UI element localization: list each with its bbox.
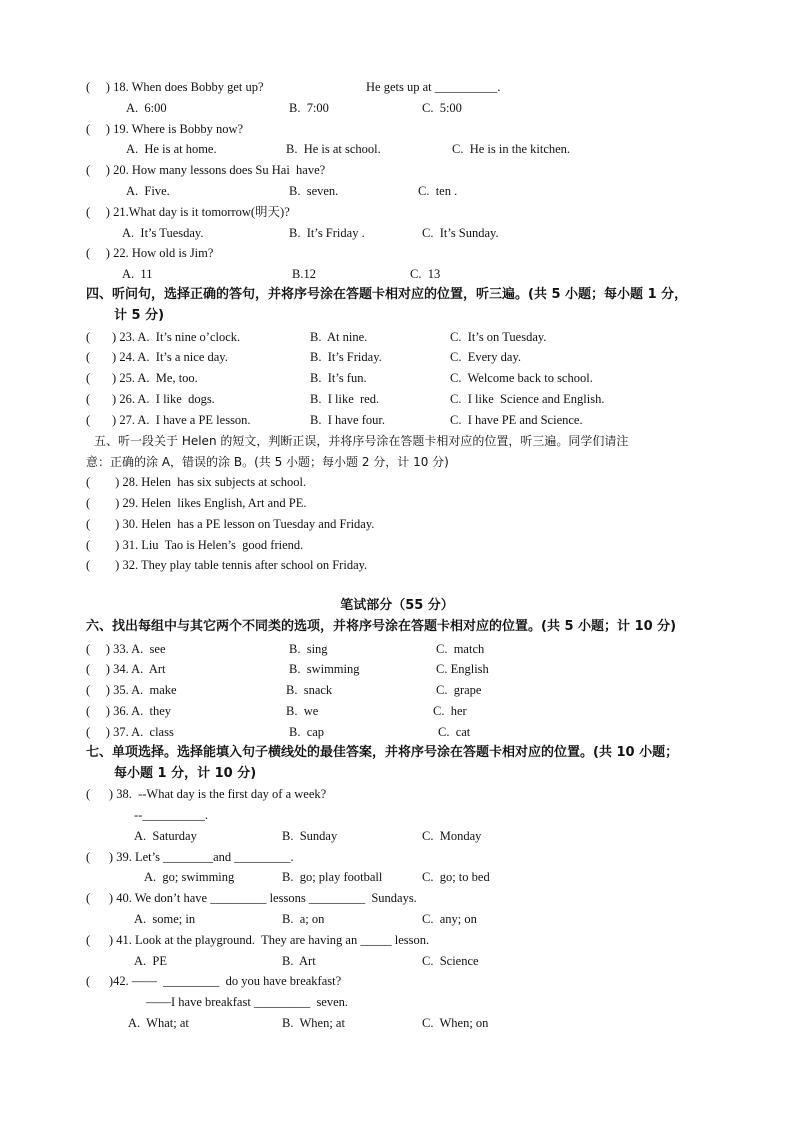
written-part-heading: 笔试部分（55 分） [340,598,454,613]
q26-stem: ( ) 26. A. I like dogs. [86,392,215,406]
q19-option-b: B. He is at school. [286,142,381,156]
q40-stem: ( ) 40. We don’t have _________ lessons _________ Sundays. [86,891,417,905]
section-5-heading-cont: 意：正确的涂 A，错误的涂 B。(共 5 小题；每小题 2 分，计 10 分) [86,455,449,469]
q42-option-c: C. When; on [422,1016,489,1030]
q34-stem: ( ) 34. A. Art [86,662,166,676]
q32: ( ) 32. They play table tennis after school on Friday. [86,558,368,572]
q31: ( ) 31. Liu Tao is Helen’s good friend. [86,538,304,552]
q42-option-b: B. When; at [282,1016,345,1030]
q38-blank: --__________. [134,808,208,822]
q40-option-c: C. any; on [422,912,477,926]
q28: ( ) 28. Helen has six subjects at school. [86,475,307,489]
q41-stem: ( ) 41. Look at the playground. They are having an _____ lesson. [86,933,430,947]
q18-blank: He gets up at __________. [366,80,501,94]
q22-option-a: A. 11 [122,267,153,281]
q20-option-a: A. Five. [126,184,170,198]
q25-option-c: C. Welcome back to school. [450,371,593,385]
q18-option-b: B. 7:00 [289,101,329,115]
q21-option-c: C. It’s Sunday. [422,226,499,240]
q38-option-c: C. Monday [422,829,482,843]
q21-stem: ( ) 21.What day is it tomorrow(明天)? [86,205,290,219]
section-6-heading: 六、找出每组中与其它两个不同类的选项，并将序号涂在答题卡相对应的位置。(共 5 小题；计 10 分) [86,619,677,634]
q22-option-b: B.12 [292,267,316,281]
q42-stem: ( )42. —— _________ do you have breakfast? [86,974,342,988]
q23-stem: ( ) 23. A. It’s nine o’clock. [86,330,241,344]
q42-option-a: A. What; at [128,1016,189,1030]
q39-option-c: C. go; to bed [422,870,490,884]
q27-option-b: B. I have four. [310,413,385,427]
q35-option-c: C. grape [436,683,482,697]
q23-option-c: C. It’s on Tuesday. [450,330,547,344]
q41-option-b: B. Art [282,954,316,968]
q26-option-b: B. I like red. [310,392,380,406]
q18-option-c: C. 5:00 [422,101,462,115]
section-7-heading-cont: 每小题 1 分，计 10 分) [114,766,257,781]
q18-stem: ( ) 18. When does Bobby get up? [86,80,264,94]
q18-option-a: A. 6:00 [126,101,167,115]
q24-option-b: B. It’s Friday. [310,350,382,364]
q19-option-a: A. He is at home. [126,142,217,156]
q30: ( ) 30. Helen has a PE lesson on Tuesday and Friday. [86,517,375,531]
q25-stem: ( ) 25. A. Me, too. [86,371,198,385]
section-4-heading-cont: 计 5 分) [114,308,165,323]
q37-option-b: B. cap [289,725,325,739]
q33-option-c: C. match [436,642,485,656]
q22-option-c: C. 13 [410,267,441,281]
q29: ( ) 29. Helen likes English, Art and PE. [86,496,307,510]
q27-option-c: C. I have PE and Science. [450,413,583,427]
q36-option-c: C. her [433,704,467,718]
q26-option-c: C. I like Science and English. [450,392,605,406]
q33-option-b: B. sing [289,642,328,656]
q35-stem: ( ) 35. A. make [86,683,177,697]
q21-option-b: B. It’s Friday . [289,226,365,240]
section-7-heading: 七、单项选择。选择能填入句子横线处的最佳答案，并将序号涂在答题卡相对应的位置。(共 10 小题； [86,745,679,760]
q41-option-a: A. PE [134,954,167,968]
q21-option-a: A. It’s Tuesday. [122,226,204,240]
q36-stem: ( ) 36. A. they [86,704,172,718]
q23-option-b: B. At nine. [310,330,368,344]
q24-option-c: C. Every day. [450,350,522,364]
q41-option-c: C. Science [422,954,479,968]
section-4-heading: 四、听问句，选择正确的答句，并将序号涂在答题卡相对应的位置，听三遍。(共 5 小题；每小题 1 分， [86,287,688,302]
q34-option-c: C. English [436,662,489,676]
section-5-heading: 五、听一段关于 Helen 的短文，判断正误，并将序号涂在答题卡相对应的位置，听三遍。同学们请注 [94,434,629,448]
q34-option-b: B. swimming [289,662,360,676]
q19-stem: ( ) 19. Where is Bobby now? [86,122,244,136]
q25-option-b: B. It’s fun. [310,371,367,385]
q35-option-b: B. snack [286,683,333,697]
q37-stem: ( ) 37. A. class [86,725,174,739]
q40-option-a: A. some; in [134,912,196,926]
q39-option-b: B. go; play football [282,870,383,884]
q20-option-c: C. ten . [418,184,458,198]
q20-option-b: B. seven. [289,184,339,198]
q37-option-c: C. cat [438,725,471,739]
q42-blank: ——I have breakfast _________ seven. [146,995,349,1009]
q19-option-c: C. He is in the kitchen. [452,142,571,156]
q39-option-a: A. go; swimming [144,870,235,884]
q27-stem: ( ) 27. A. I have a PE lesson. [86,413,251,427]
q22-stem: ( ) 22. How old is Jim? [86,246,214,260]
q20-stem: ( ) 20. How many lessons does Su Hai have? [86,163,326,177]
q24-stem: ( ) 24. A. It’s a nice day. [86,350,228,364]
q38-option-b: B. Sunday [282,829,338,843]
q38-option-a: A. Saturday [134,829,197,843]
q38-stem: ( ) 38. --What day is the first day of a week? [86,787,327,801]
q36-option-b: B. we [286,704,319,718]
q39-stem: ( ) 39. Let’s ________and _________. [86,850,294,864]
q33-stem: ( ) 33. A. see [86,642,166,656]
q40-option-b: B. a; on [282,912,325,926]
